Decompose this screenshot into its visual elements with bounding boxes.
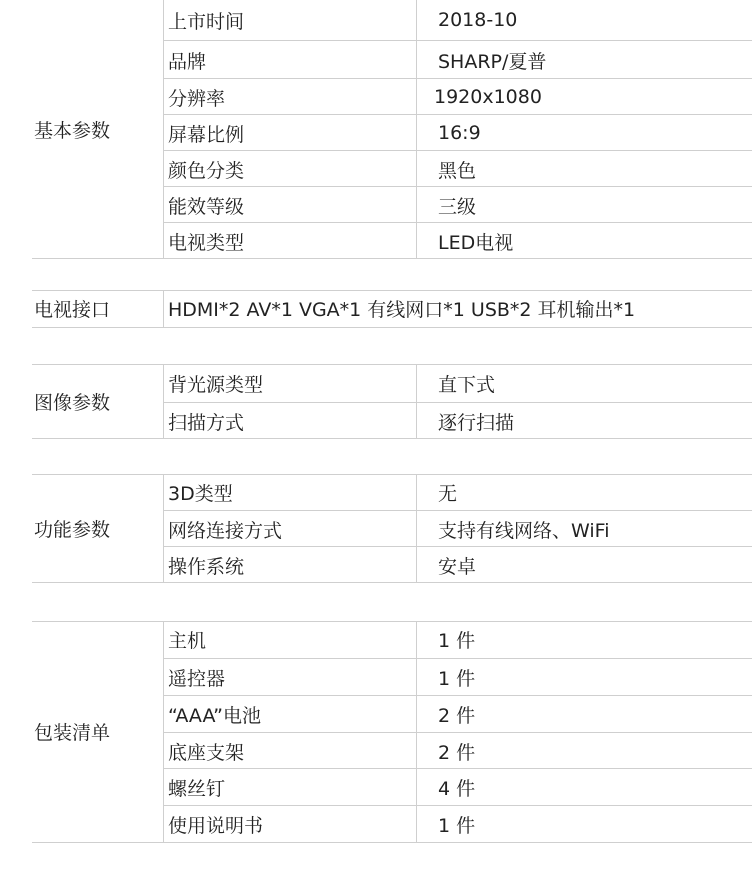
section-title-label: 包装清单 xyxy=(34,722,111,744)
section-bottom-border xyxy=(32,438,752,439)
section-title xyxy=(32,474,162,582)
row-value: 黑色 xyxy=(438,159,477,182)
section-tv-interfaces xyxy=(32,290,752,327)
row-value: 1920x1080 xyxy=(434,86,542,108)
table-row xyxy=(164,78,752,115)
cell-divider xyxy=(416,474,417,510)
row-key: 电视类型 xyxy=(168,231,245,254)
row-key: 品牌 xyxy=(168,50,207,73)
section-title xyxy=(32,621,162,842)
table-row xyxy=(164,114,752,151)
row-key: 操作系统 xyxy=(168,555,245,578)
section-bottom-border xyxy=(32,327,752,328)
row-key: 3D类型 xyxy=(168,482,233,505)
row-key: 扫描方式 xyxy=(168,411,245,434)
section-function-params xyxy=(32,474,752,582)
section-bottom-border xyxy=(32,582,752,583)
row-value: 无 xyxy=(438,482,458,505)
row-key: 能效等级 xyxy=(168,195,245,218)
cell-divider xyxy=(416,364,417,402)
cell-divider xyxy=(416,115,417,151)
row-key: 螺丝钉 xyxy=(168,778,226,800)
table-row xyxy=(164,0,752,40)
table-row xyxy=(164,546,752,583)
table-row xyxy=(164,621,752,658)
row-value: 2 件 xyxy=(438,705,476,727)
row-value: 2018-10 xyxy=(438,9,518,31)
row-value: 安卓 xyxy=(438,555,477,578)
table-row xyxy=(164,222,752,259)
table-row xyxy=(164,805,752,843)
section-title-label: 基本参数 xyxy=(34,119,111,142)
row-key: 上市时间 xyxy=(168,10,245,33)
table-row xyxy=(164,402,752,439)
row-value: 1 件 xyxy=(438,668,476,690)
row-value: 直下式 xyxy=(438,373,496,396)
row-value: 逐行扫描 xyxy=(438,411,515,434)
row-key: 背光源类型 xyxy=(168,373,264,396)
cell-divider xyxy=(416,79,417,115)
section-bottom-border xyxy=(32,258,752,259)
row-key: “AAA”电池 xyxy=(168,705,261,727)
table-row xyxy=(164,768,752,806)
row-value: 16:9 xyxy=(438,122,481,144)
interfaces-value: HDMI*2 AV*1 VGA*1 有线网口*1 USB*2 耳机输出*1 xyxy=(168,299,636,321)
row-value: 支持有线网络、WiFi xyxy=(438,519,610,542)
row-key: 遥控器 xyxy=(168,668,226,690)
row-value: LED电视 xyxy=(438,231,514,254)
section-title xyxy=(32,290,162,327)
section-basic-params xyxy=(32,0,752,258)
table-row xyxy=(164,474,752,510)
cell-divider xyxy=(416,187,417,223)
row-key: 屏幕比例 xyxy=(168,123,245,146)
section-bottom-border xyxy=(32,842,752,843)
table-row xyxy=(164,364,752,402)
section-image-params xyxy=(32,364,752,438)
table-row xyxy=(164,658,752,696)
row-key: 主机 xyxy=(168,630,207,652)
cell-divider xyxy=(416,621,417,658)
cell-divider xyxy=(416,806,417,843)
cell-divider xyxy=(416,696,417,733)
row-value: 1 件 xyxy=(438,815,476,837)
section-title-label: 电视接口 xyxy=(34,299,111,321)
row-value: 4 件 xyxy=(438,778,476,800)
cell-divider xyxy=(416,0,417,40)
cell-divider xyxy=(416,769,417,806)
table-row xyxy=(164,732,752,769)
row-value: 2 件 xyxy=(438,741,476,764)
section-title-label: 图像参数 xyxy=(34,391,111,414)
row-value: SHARP/夏普 xyxy=(438,50,547,73)
section-title-label: 功能参数 xyxy=(34,518,111,541)
cell-divider xyxy=(416,223,417,259)
section-package-list xyxy=(32,621,752,842)
table-row xyxy=(164,40,752,79)
section-title xyxy=(32,0,162,258)
table-row xyxy=(164,186,752,223)
table-row xyxy=(164,510,752,547)
row-key: 使用说明书 xyxy=(168,815,264,837)
cell-divider xyxy=(416,659,417,696)
cell-divider xyxy=(416,151,417,187)
row-key: 网络连接方式 xyxy=(168,519,283,542)
cell-divider xyxy=(416,41,417,79)
column-divider xyxy=(163,290,164,327)
cell-divider xyxy=(416,403,417,439)
cell-divider xyxy=(416,733,417,769)
row-key: 底座支架 xyxy=(168,741,245,764)
table-row xyxy=(164,695,752,733)
row-value: 1 件 xyxy=(438,630,476,652)
row-key: 颜色分类 xyxy=(168,159,245,182)
cell-divider xyxy=(416,511,417,547)
row-key: 分辨率 xyxy=(168,87,226,110)
table-row xyxy=(164,150,752,187)
section-title xyxy=(32,364,162,438)
row-value: 三级 xyxy=(438,195,477,218)
cell-divider xyxy=(416,547,417,583)
